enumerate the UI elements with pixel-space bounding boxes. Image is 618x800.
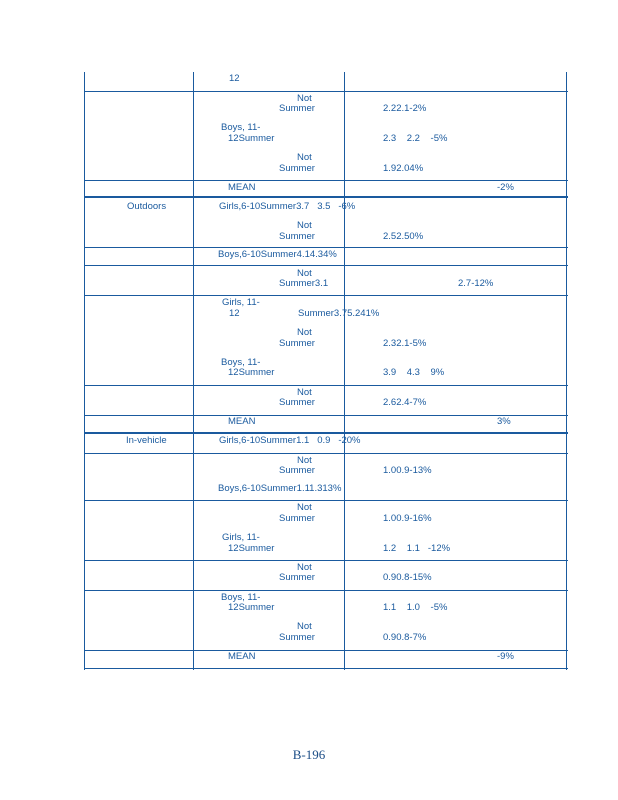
table-cell-text: 1.00.9-13% (383, 465, 432, 476)
row-divider (84, 650, 568, 651)
table-border-right (566, 72, 567, 670)
table-cell-text: Not (297, 562, 312, 573)
table-cell-text: Summer3.1 (279, 278, 329, 289)
category-label: In-vehicle (126, 435, 167, 446)
table-cell-text: 2.22.1-2% (383, 103, 427, 114)
row-divider (84, 453, 568, 454)
table-cell-text: 12 (229, 308, 240, 319)
table-cell-text: 0.90.8-15% (383, 572, 432, 583)
table-cell-text: Girls,6-10Summer1.1 0.9 -20% (219, 435, 361, 446)
page-number: B-196 (292, 747, 326, 762)
table-cell-text: Not (297, 327, 312, 338)
mean-value: 3% (497, 416, 511, 427)
row-divider (84, 247, 568, 248)
table-cell-text: Not (297, 621, 312, 632)
section-divider (84, 432, 568, 434)
table-cell-text: Boys,6-10Summer4.14.34% (218, 249, 337, 260)
table-cell-text: 1.2 1.1 -12% (383, 543, 451, 554)
table-cell-text: Not (297, 455, 312, 466)
table-cell-text: Girls, 11- (222, 297, 260, 308)
table-cell-text: Summer (279, 572, 315, 583)
table-cell-text: 2.32.1-5% (383, 338, 427, 349)
table-cell-text: 3.9 4.3 9% (383, 367, 445, 378)
mean-label: MEAN (228, 651, 256, 662)
table-cell-text: Not (297, 502, 312, 513)
table-cell-text: Summer (279, 103, 315, 114)
table-cell-text: 2.52.50% (383, 231, 424, 242)
category-label: Outdoors (127, 201, 167, 212)
table-cell-text: Boys,6-10Summer1.11.313% (218, 483, 342, 494)
table-border-bottom (84, 668, 568, 669)
table-cell-text: 12 (229, 73, 240, 84)
table-cell-text: Not (297, 387, 312, 398)
table-cell-text: 2.7-12% (458, 278, 494, 289)
row-divider (84, 415, 568, 416)
mean-label: MEAN (228, 182, 256, 193)
column-divider-2 (344, 72, 345, 670)
table-cell-text: 2.3 2.2 -5% (383, 133, 448, 144)
row-divider (84, 590, 568, 591)
row-divider (84, 295, 568, 296)
table-cell-text: Summer3.75.241% (298, 308, 380, 319)
row-divider (84, 265, 568, 266)
mean-label: MEAN (228, 416, 256, 427)
table-cell-text: 1.92.04% (383, 163, 424, 174)
row-divider (84, 91, 568, 92)
table-cell-text: Boys, 11- (221, 592, 261, 603)
table-cell-text: Boys, 11- (221, 357, 261, 368)
table-cell-text: Summer (279, 465, 315, 476)
row-divider (84, 385, 568, 386)
table-cell-text: Summer (279, 231, 315, 242)
section-divider (84, 196, 568, 198)
row-divider (84, 560, 568, 561)
table-cell-text: 12Summer (228, 602, 275, 613)
table-cell-text: Summer (279, 632, 315, 643)
table-cell-text: Summer (279, 163, 315, 174)
table-cell-text: 1.00.9-16% (383, 513, 432, 524)
table-cell-text: 12Summer (228, 133, 275, 144)
table-cell-text: Summer (279, 397, 315, 408)
table-cell-text: 0.90.8-7% (383, 632, 427, 643)
table-cell-text: Boys, 11- (221, 122, 261, 133)
table-cell-text: Summer (279, 513, 315, 524)
table-cell-text: Girls,6-10Summer3.7 3.5 -6% (219, 201, 356, 212)
table-cell-text: Not (297, 220, 312, 231)
row-divider (84, 500, 568, 501)
table-border-left (84, 72, 85, 670)
table-cell-text: Summer (279, 338, 315, 349)
table-cell-text: Girls, 11- (222, 532, 260, 543)
table-cell-text: 12Summer (228, 543, 275, 554)
column-divider-1 (193, 72, 194, 670)
mean-value: -9% (497, 651, 514, 662)
table-cell-text: Not (297, 268, 312, 279)
mean-value: -2% (497, 182, 514, 193)
table-cell-text: 12Summer (228, 367, 275, 378)
table-cell-text: Not (297, 152, 312, 163)
table-cell-text: 2.62.4-7% (383, 397, 427, 408)
table-cell-text: Not (297, 93, 312, 104)
table-cell-text: 1.1 1.0 -5% (383, 602, 448, 613)
row-divider (84, 180, 568, 181)
